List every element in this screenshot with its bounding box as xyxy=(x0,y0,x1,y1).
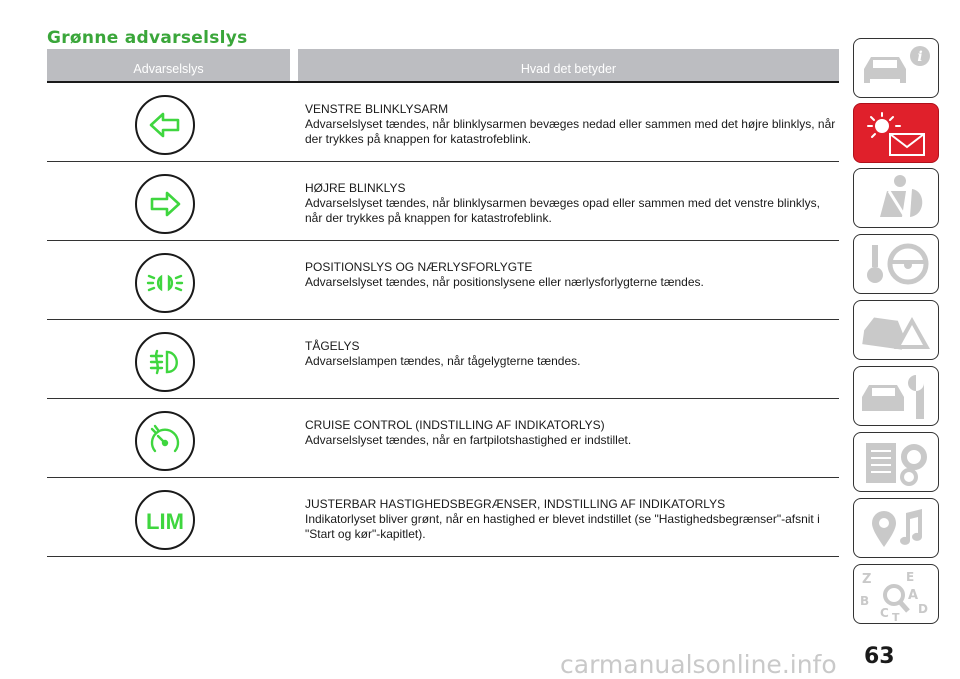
table-row xyxy=(47,398,839,478)
svg-text:E: E xyxy=(906,570,915,584)
table-header xyxy=(47,49,839,83)
car-maintenance-icon xyxy=(854,367,937,424)
sidebar-tab-car-info[interactable] xyxy=(853,38,939,98)
position-lights-icon xyxy=(137,255,193,311)
row-text: Indikatorlyset bliver grønt, når en hastighed er blevet indstillet (se "Hastighedsbegrænser"-afsnit i "Start og kør"-kapitlet). xyxy=(305,512,820,541)
column-header-meaning: Hvad det betyder xyxy=(520,62,617,76)
technical-data-icon xyxy=(854,433,937,490)
row-description xyxy=(305,339,839,369)
row-text: Advarselslyset tændes, når blinklysarmen bevæges nedad eller sammen med det højre blinklys, når der trykkes på knappen for katastrofeblink. xyxy=(305,117,836,146)
sidebar-tab-start-drive[interactable] xyxy=(853,234,939,294)
right-turn-arrow-icon xyxy=(137,176,193,232)
sidebar-tab-index[interactable] xyxy=(853,564,939,624)
sidebar-tab-emergency[interactable] xyxy=(853,300,939,360)
table-row xyxy=(47,240,839,320)
row-text: Advarselslampen tændes, når tågelygterne tændes. xyxy=(305,354,581,368)
row-title: HØJRE BLINKLYS xyxy=(305,181,406,195)
key-steering-wheel-icon xyxy=(854,235,937,292)
row-description xyxy=(305,260,839,290)
multimedia-icon xyxy=(854,499,937,556)
lamp-circle xyxy=(135,490,195,550)
sidebar-tab-multimedia[interactable] xyxy=(853,498,939,558)
svg-text:i: i xyxy=(917,49,923,65)
column-header-lamp: Advarselslys xyxy=(133,62,204,76)
lamp-circle xyxy=(135,411,195,471)
section-title: Grønne advarselslys xyxy=(47,28,248,48)
row-text: Advarselslyset tændes, når positionslysene eller nærlysforlygterne tændes. xyxy=(305,275,704,289)
svg-text:C: C xyxy=(880,606,889,620)
row-text: Advarselslyset tændes, når en fartpilotshastighed er indstillet. xyxy=(305,433,632,447)
fog-light-icon xyxy=(137,334,193,390)
watermark: carmanualsonline.info xyxy=(560,650,837,679)
row-title: JUSTERBAR HASTIGHEDSBEGRÆNSER, INDSTILLING AF INDIKATORLYS xyxy=(305,497,726,511)
left-turn-arrow-icon xyxy=(137,97,193,153)
table-row xyxy=(47,319,839,399)
row-text: Advarselslyset tændes, når blinklysarmen bevæges opad eller sammen med det venstre blinklys, når der trykkes på knappen for katastrofeblink. xyxy=(305,196,820,225)
row-description xyxy=(305,418,839,448)
sidebar-tab-maintenance[interactable] xyxy=(853,366,939,426)
row-description xyxy=(305,181,839,226)
header-divider xyxy=(290,49,298,81)
svg-text:T: T xyxy=(892,611,900,622)
svg-text:A: A xyxy=(908,588,919,603)
svg-text:Z: Z xyxy=(862,572,872,587)
sidebar-tab-safety[interactable] xyxy=(853,168,939,228)
seat-safety-icon xyxy=(854,169,937,226)
row-description xyxy=(305,497,839,542)
table-row xyxy=(47,477,839,557)
lamp-circle xyxy=(135,332,195,392)
sidebar-tab-warning-lights[interactable] xyxy=(853,103,939,163)
speed-limiter-icon xyxy=(137,492,193,548)
sidebar-tab-technical-data[interactable] xyxy=(853,432,939,492)
table-row xyxy=(47,82,839,162)
warning-light-message-icon xyxy=(854,104,937,161)
alphabetical-index-icon xyxy=(854,565,937,622)
car-info-icon xyxy=(854,39,937,96)
cruise-control-icon xyxy=(137,413,193,469)
row-title: POSITIONSLYS OG NÆRLYSFORLYGTE xyxy=(305,260,533,274)
page-number: 63 xyxy=(864,644,895,669)
car-emergency-icon xyxy=(854,301,937,358)
row-description xyxy=(305,102,839,147)
lamp-circle xyxy=(135,174,195,234)
lim-label: LIM xyxy=(146,509,184,534)
row-title: CRUISE CONTROL (INDSTILLING AF INDIKATORLYS) xyxy=(305,418,605,432)
lamp-circle xyxy=(135,253,195,313)
row-title: VENSTRE BLINKLYSARM xyxy=(305,102,449,116)
lamp-circle xyxy=(135,95,195,155)
row-title: TÅGELYS xyxy=(305,339,360,353)
svg-text:D: D xyxy=(918,602,928,616)
table-row xyxy=(47,161,839,241)
svg-text:B: B xyxy=(860,594,870,608)
